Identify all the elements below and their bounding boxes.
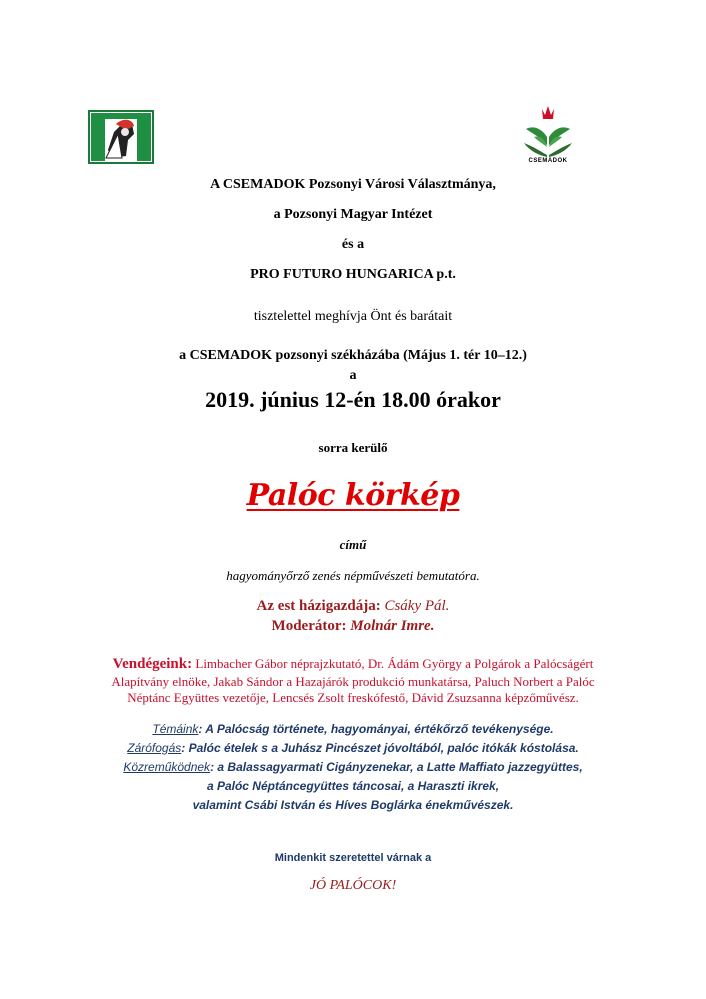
signoff: JÓ PALÓCOK! [309,878,397,893]
closing-bite-label: Zárófogás [127,741,182,755]
host-name: Csáky Pál. [384,598,450,614]
conjunction: és a [341,237,365,252]
moderator-name: Molnár Imre. [350,618,435,634]
closing-bite-text: : Palóc ételek s a Juhász Pincészet jóvoltából, palóc itókák kóstolása. [181,741,579,755]
host-line [0,598,706,615]
guests-line-1 [0,656,706,672]
contributors-text-1: : a Balassagyarmati Cigányzenekar, a Latte Maffiato jazzegyüttes, [210,760,583,774]
invite-text: tisztelettel meghívja Önt és barátait [253,309,453,324]
venue: a CSEMADOK pozsonyi székházába (Május 1. tér 10–12.) [179,348,527,363]
event-title: Palóc körkép [246,478,460,513]
event-datetime: 2019. június 12-én 18.00 órakor [205,387,501,412]
moderator-line [0,618,706,635]
organizer-3: PRO FUTURO HUNGARICA p.t. [250,267,456,282]
guests-line-2: Alapítvány elnöke, Jakab Sándor a Hazajárók produkció munkatársa, Paluch Norbert a Palóc [111,674,595,689]
closing-bite-line [0,741,706,755]
moderator-label: Moderátor: [271,618,347,634]
contributors-label: Közreműködnek [123,760,211,774]
themes-label: Témáink [152,722,199,736]
event-subtitle: hagyományőrző zenés népművészeti bemutatóra. [226,568,480,583]
guests-label: Vendégeink: [112,656,193,672]
welcome-text: Mindenkit szeretettel várnak a [274,852,432,864]
cimu: című [339,537,367,552]
contributors-line-2: a Palóc Néptáncegyüttes táncosai, a Haraszti ikrek, [206,779,500,793]
csemadok-logo-label: CSEMADOK [528,158,568,164]
venue-a: a [349,368,357,383]
guests-line-3: Néptánc Együttes vezetője, Lencsés Zsolt freskófestő, Dávid Zsuzsanna képzőművész. [127,690,579,705]
sorra-kerulo: sorra kerülő [318,440,388,455]
contributors-line-3: valamint Csábi István és Híves Boglárka énekművészek. [192,798,514,812]
themes-text: : A Palócság története, hagyományai, értékőrző tevékenysége. [198,722,554,736]
themes-line [0,722,706,736]
csemadok-tulip-logo-icon [520,103,576,165]
host-label: Az est házigazdája: [256,598,381,614]
organizer-2: a Pozsonyi Magyar Intézet [273,207,433,222]
organizer-1: A CSEMADOK Pozsonyi Városi Választmánya, [210,177,496,192]
guests-text-1: Limbacher Gábor néprajzkutató, Dr. Ádám György a Polgárok a Palócságért [195,656,594,671]
folk-dancer-logo-icon [88,110,154,164]
contributors-line-1 [0,760,706,774]
